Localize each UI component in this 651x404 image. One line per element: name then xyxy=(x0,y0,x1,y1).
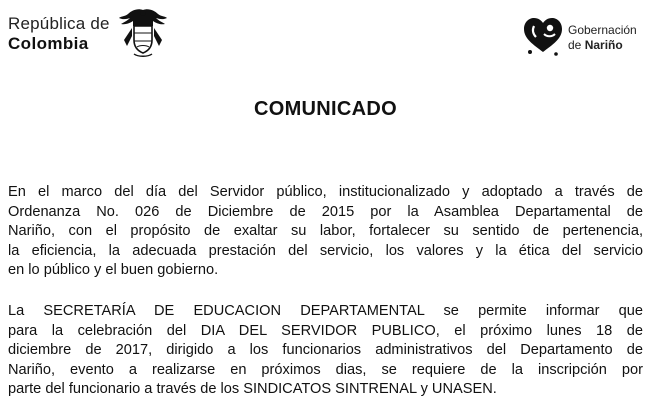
paragraph-2-line: diciembre de 2017, dirigido a los funcionarios administrativos del Departamento de xyxy=(8,342,643,359)
document-title: COMUNICADO xyxy=(254,98,397,120)
logo-text-narino: de Nariño xyxy=(568,38,623,52)
paragraph-2-line: para la celebración del DIA DEL SERVIDOR PUBLICO, el próximo lunes 18 de xyxy=(8,322,643,339)
paragraph-2-line: La SECRETARÍA DE EDUCACION DEPARTAMENTAL se permite informar que xyxy=(8,303,643,319)
paragraph-2-line: parte del funcionario a través de los SINDICATOS SINTRENAL y UNASEN. xyxy=(8,381,497,398)
paragraph-2-line: Nariño, evento a realizarse en próximos dias, se requiere de la inscripción por xyxy=(8,361,643,378)
paragraph-1 xyxy=(8,183,643,281)
paragraph-1-line: Nariño, con el propósito de exaltar su labor, fortalecer su sentido de pertenencia, xyxy=(8,223,643,240)
gobernacion-narino-logo xyxy=(520,12,645,60)
logo-text-colombia: Colombia xyxy=(8,34,89,53)
paragraph-2 xyxy=(8,302,643,400)
paragraph-1-line: en lo público y el buen gobierno. xyxy=(8,262,219,279)
logo-text-republica: República de xyxy=(8,14,110,33)
paragraph-1-line: Ordenanza No. 026 de Diciembre de 2015 por la Asamblea Departamental de xyxy=(8,203,643,220)
republica-colombia-logo xyxy=(8,6,168,58)
logo-text-gobernacion: Gobernación xyxy=(568,23,637,37)
paragraph-1-line: la eficiencia, la adecuada prestación del servicio, los valores y la ética del servicio xyxy=(8,242,643,259)
paragraph-1-line: En el marco del día del Servidor público, institucionalizado y adoptado a través de xyxy=(8,184,643,200)
coat-of-arms-icon xyxy=(118,6,168,58)
heart-emblem-icon xyxy=(520,12,566,60)
